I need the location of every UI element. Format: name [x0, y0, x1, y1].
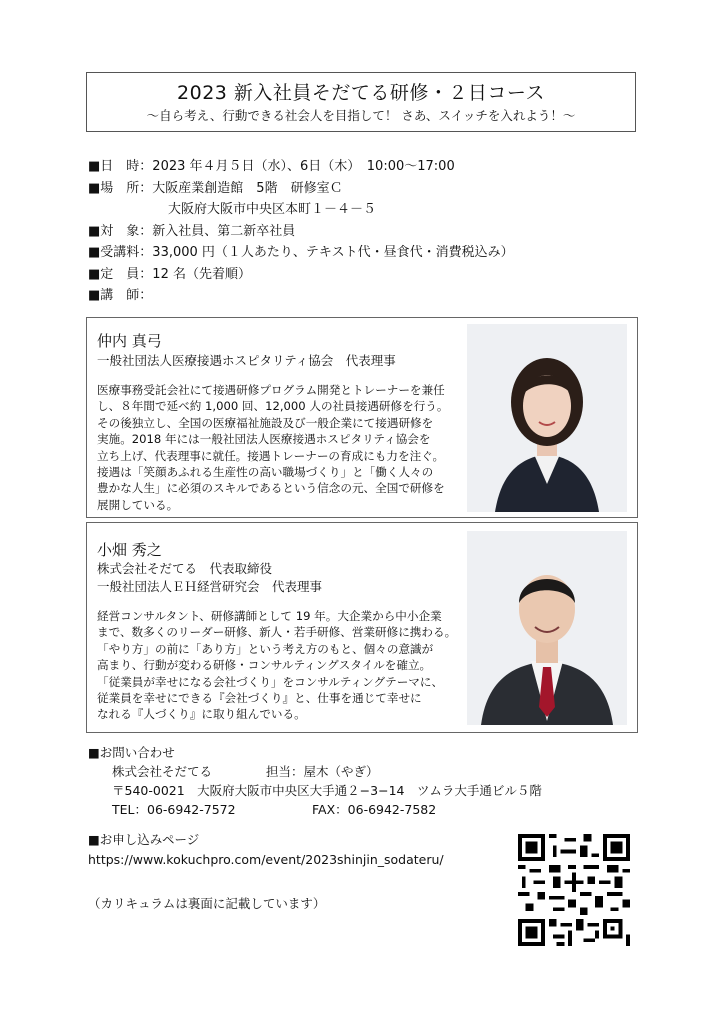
qr-code-icon[interactable] — [518, 834, 630, 946]
target-row — [88, 221, 648, 243]
lecturer-photo-male — [467, 531, 627, 725]
bio-line: 接遇は「笑顔あふれる生産性の高い職場づくり」と「働く人々の — [97, 465, 434, 480]
fee-value: 33,000 円（１人あたり、テキスト代・昼食代・消費税込み） — [152, 245, 514, 260]
venue-value: 大阪産業創造館 5階 研修室Ｃ — [152, 180, 343, 196]
event-info — [88, 156, 648, 307]
bio-line: 立ち上げ、代表理事に就任。接遇トレーナーの育成にも力を注ぐ。 — [97, 448, 445, 463]
page-subtitle: ～自ら考え、行動できる社会人を目指して！ さあ、スイッチを入れよう！～ — [146, 108, 576, 123]
bio-line: 展開している。 — [97, 497, 179, 512]
bio-line: その後独立し、全国の医療福祉施設及び一般企業にて接遇研修を — [97, 415, 434, 430]
contact-tel: TEL：06-6942-7572 — [112, 802, 236, 817]
speaker-org: 株式会社そだてる 代表取締役 — [97, 561, 273, 576]
venue-address: 大阪府大阪市中央区本町１－４－５ — [168, 202, 377, 217]
capacity-value: 12 名（先着順） — [152, 266, 251, 282]
curriculum-note: （カリキュラムは裏面に記載しています） — [88, 896, 326, 911]
speaker-name: 仲内 真弓 — [97, 332, 162, 350]
contact-phone-row — [88, 800, 542, 819]
lecturer-photo-female — [467, 324, 627, 512]
fee-row — [88, 242, 648, 264]
target-label: ■対 象： — [88, 223, 153, 239]
contact-address: 〒540-0021 大阪府大阪市中央区大手通２−3−14 ツムラ大手通ビル５階 — [112, 783, 542, 798]
target-value: 新入社員、第二新卒社員 — [152, 223, 296, 239]
date-value: 2023 年４月５日（水）、6日（木） 10:00～17:00 — [152, 159, 455, 174]
venue-row — [88, 178, 648, 200]
apply-section — [88, 830, 444, 870]
contact-heading: ■お問い合わせ — [88, 745, 175, 760]
contact-person: 担当：屋木（やぎ） — [266, 764, 379, 779]
bio-line: なれる『人づくり』に取り組んでいる。 — [97, 707, 306, 722]
capacity-label: ■定 員： — [88, 266, 153, 282]
contact-company: 株式会社そだてる — [112, 764, 213, 779]
bio-line: 「やり方」の前に「あり方」という考え方のもと、個々の意識が — [97, 641, 434, 656]
page-title: 2023 新入社員そだてる研修・２日コース — [177, 82, 545, 104]
lecturer-label: ■講 師： — [88, 288, 153, 303]
speaker-card-1 — [86, 317, 638, 518]
bio-line: 実施。2018 年には一般社団法人医療接遇ホスピタリティ協会を — [97, 432, 431, 447]
fee-label: ■受講料： — [88, 245, 153, 260]
speaker-bio — [97, 382, 477, 513]
date-label: ■日 時： — [88, 159, 153, 174]
contact-company-row — [88, 762, 542, 781]
bio-line: 高まり、行動が変わる研修・コンサルティングスタイルを確立。 — [97, 658, 432, 673]
speaker-org: 一般社団法人ＥＨ経営研究会 代表理事 — [97, 579, 323, 594]
title-box — [86, 72, 636, 132]
bio-line: 医療事務受託会社にて接遇研修プログラム開発とトレーナーを兼任 — [97, 383, 445, 397]
contact-section — [88, 743, 542, 819]
apply-url[interactable]: https://www.kokuchpro.com/event/2023shinjin_sodateru/ — [88, 852, 444, 867]
bio-line: 豊かな人生」に必須のスキルであるという信念の元、全国で研修を — [97, 481, 445, 496]
venue-label: ■場 所： — [88, 180, 153, 196]
bio-line: まで、数多くのリーダー研修、新人・若手研修、営業研修に携わる。 — [97, 625, 457, 640]
speaker-name: 小畑 秀之 — [97, 541, 162, 559]
speaker-org: 一般社団法人医療接遇ホスピタリティ協会 代表理事 — [97, 353, 396, 368]
bio-line: 「従業員が幸せになる会社づくり」をコンサルティングテーマに、 — [97, 674, 444, 689]
speaker-bio — [97, 608, 477, 723]
apply-heading: ■お申し込みページ — [88, 832, 200, 847]
capacity-row — [88, 264, 648, 286]
bio-line: 従業員を幸せにできる『会社づくり』と、仕事を通じて幸せに — [97, 691, 422, 706]
bio-line: 経営コンサルタント、研修講師として 19 年。大企業から中小企業 — [97, 609, 442, 623]
speaker-card-2 — [86, 522, 638, 733]
lecturer-row — [88, 285, 648, 307]
contact-fax: FAX：06-6942-7582 — [312, 802, 437, 817]
bio-line: し、８年間で延べ約 1,000 回、12,000 人の社員接遇研修を行う。 — [97, 399, 449, 414]
date-row — [88, 156, 648, 178]
